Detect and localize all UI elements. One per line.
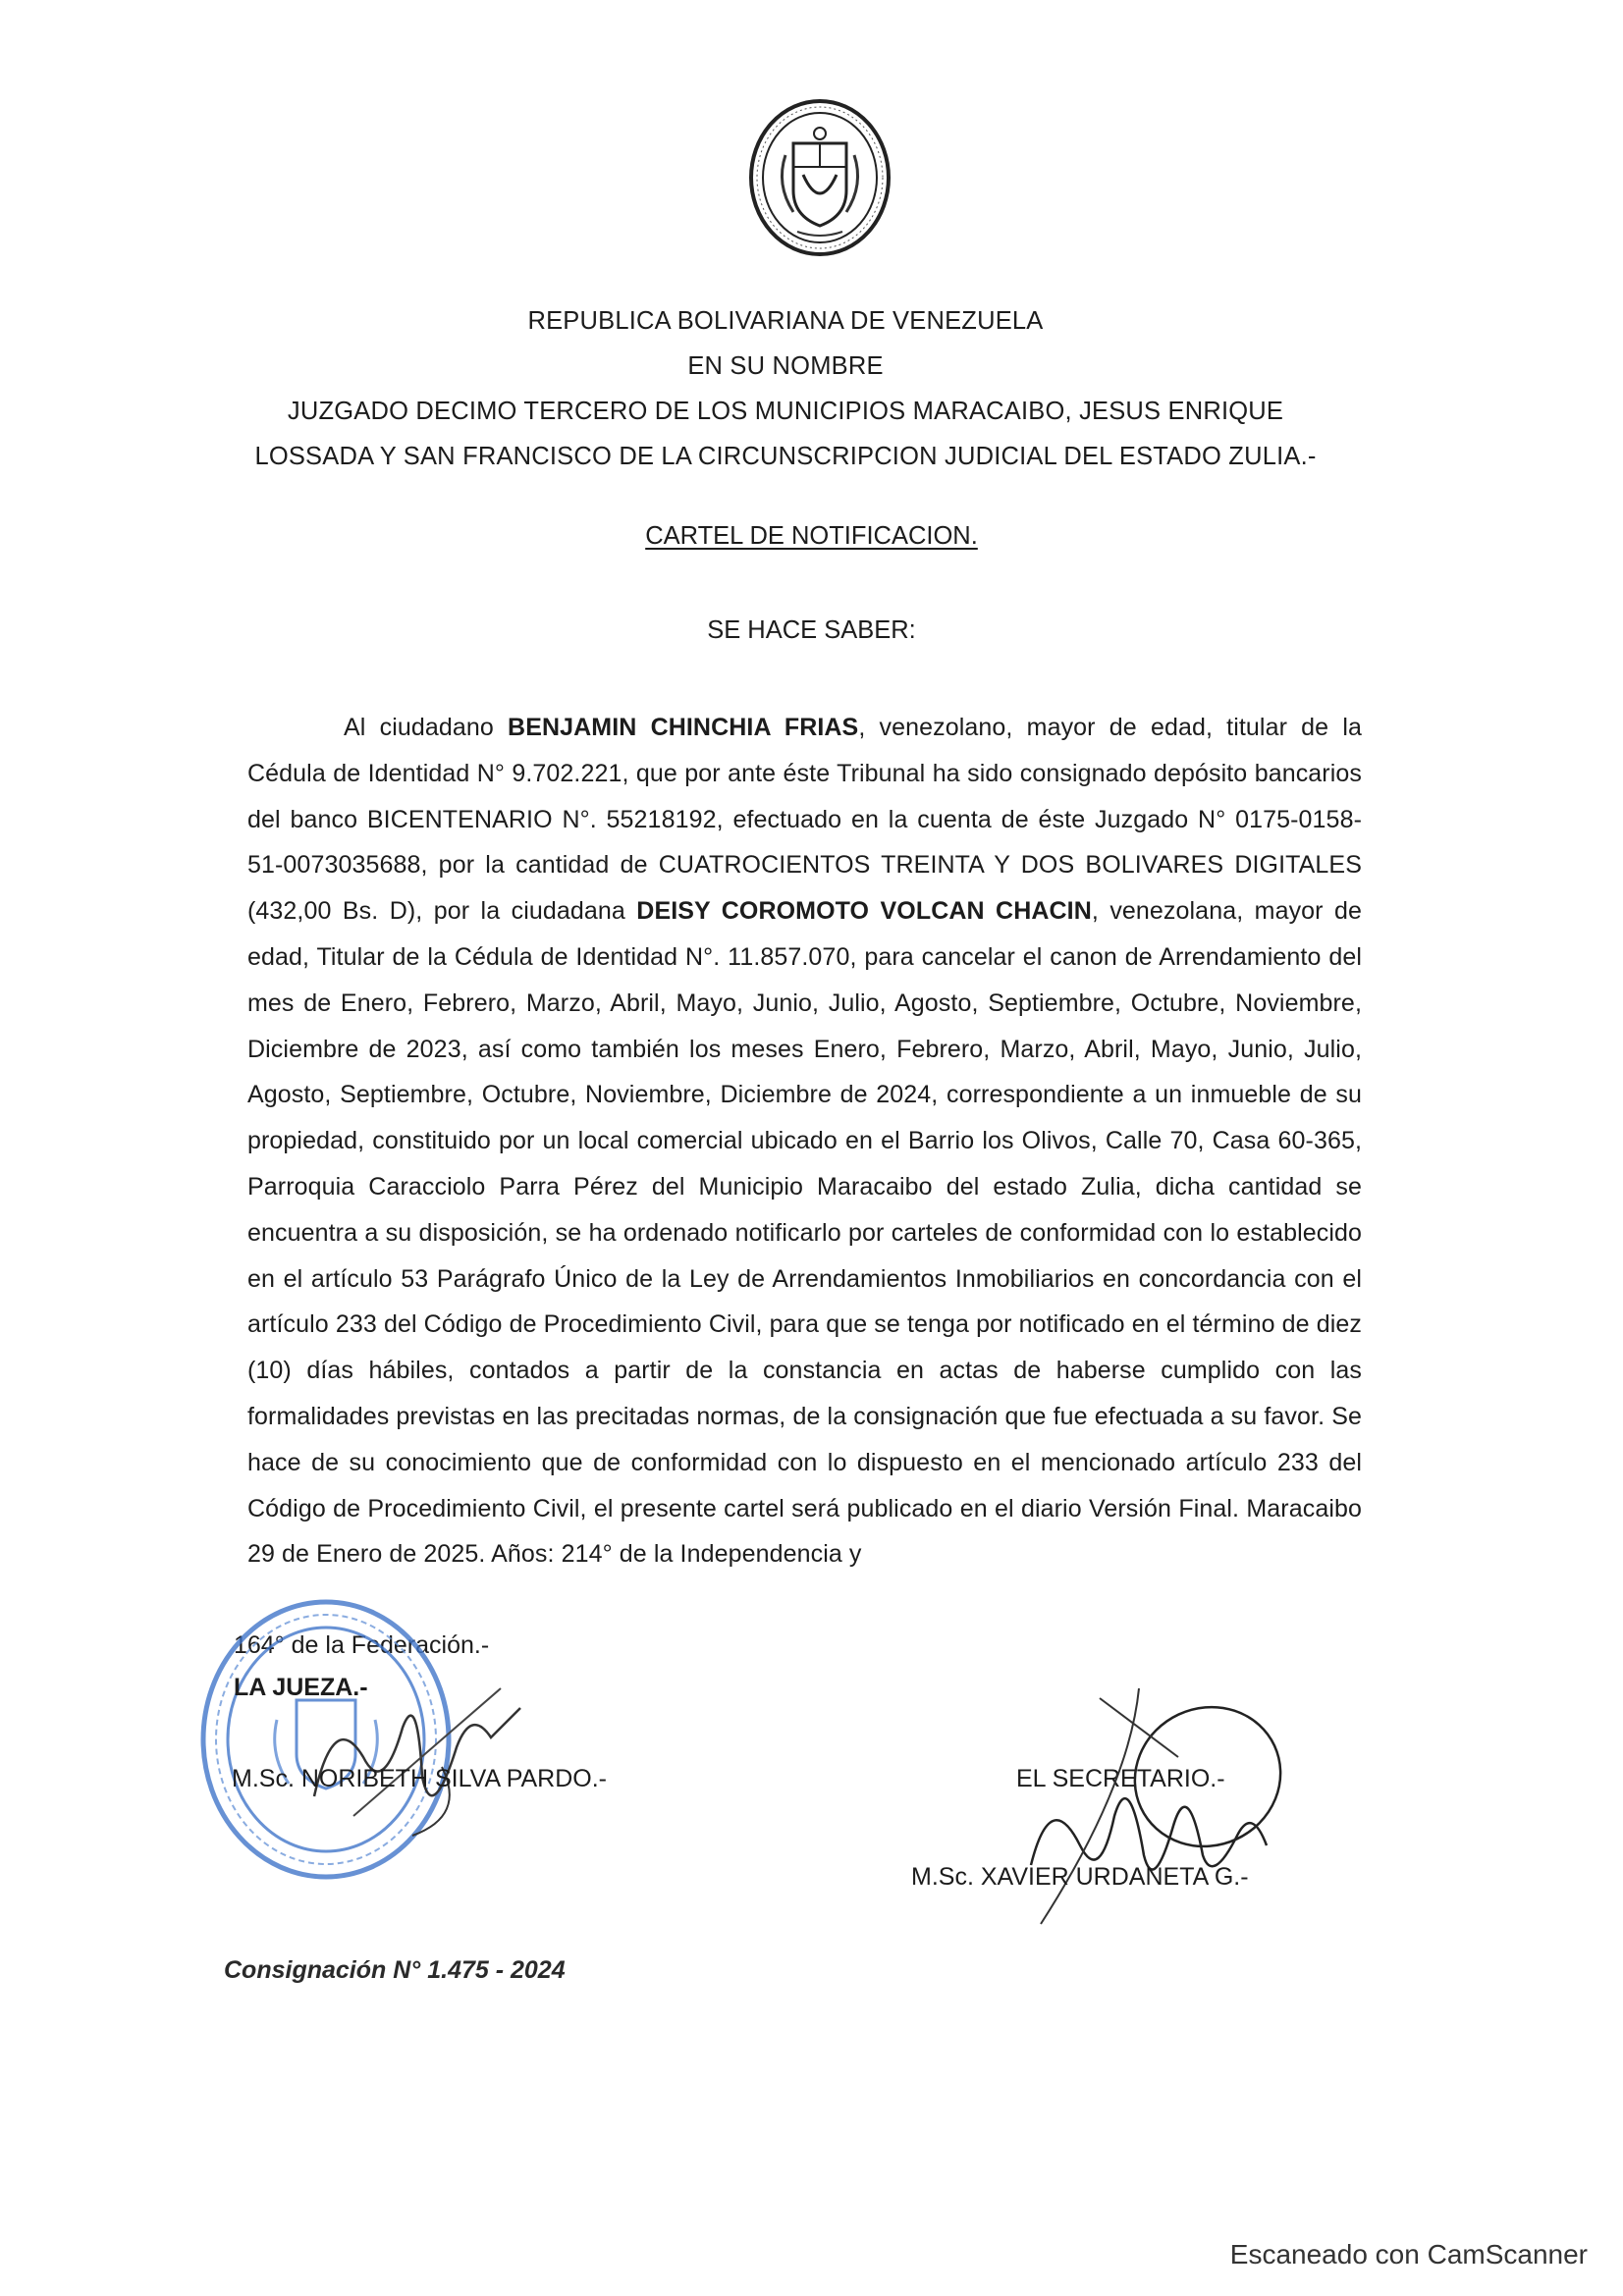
secretary-title: EL SECRETARIO.- — [1016, 1765, 1225, 1792]
document-title: CARTEL DE NOTIFICACION. — [645, 522, 978, 550]
depositor-name: DEISY COROMOTO VOLCAN CHACIN — [636, 897, 1092, 926]
judge-title: LA JUEZA.- — [234, 1674, 368, 1701]
body-intro: Al ciudadano — [344, 714, 509, 741]
body-part-2: , venezolano, mayor de edad, titular de la Cédula de Identidad N° 9.702.221, que por ante éste Tribunal ha sido consignado depósito bancarios del banco BICENTENARIO N°. 55218192, efectuado en la cuenta de éste Juzgado N° 0175-0158-51-0073035688, por la cantidad de CUATROCIENTOS TREINTA Y DOS BOLIVARES DIGITALES (432,00 Bs. D), por la ciudadana — [247, 714, 1362, 926]
header-line-2: EN SU NOMBRE — [687, 352, 884, 380]
judge-signature — [295, 1669, 550, 1845]
body-part-3: , venezolana, mayor de edad, Titular de la Cédula de Identidad N°. 11.857.070, para cancelar el canon de Arrendamiento del mes de Enero, Febrero, Marzo, Abril, Mayo, Junio, Julio, Agosto, Septiembre, Octubre, Noviembre, Diciembre de 2023, así como también los meses Enero, Febrero, Marzo, Abril, Mayo, Junio, Julio, Agosto, Septiembre, Octubre, Noviembre, Diciembre de 2024, correspondiente a un inmueble de su propiedad, constituido por un local comercial ubicado en el Barrio los Olivos, Calle 70, Casa 60-365, Parroquia Caracciolo Parra Pérez del Municipio Maracaibo del estado Zulia, dicha cantidad se encuentra a su disposición, se ha ordenado notificarlo por carteles de conformidad con lo establecido en el artículo 53 Parágrafo Único de la Ley de Arrendamientos Inmobiliarios en concordancia con el artículo 233 del Código de Procedimiento Civil, para que se tenga por notificado en el término de diez (10) días hábiles, contados a partir de la constancia en actas de haberse cumplido con las formalidades previstas en las precitadas normas, de la consignación que fue efectuada a su favor. Se hace de su conocimiento que de conformidad con lo dispuesto en el mencionado artículo 233 del Código de Procedimiento Civil, el presente cartel será publicado en el diario Versión Final. Maracaibo 29 de Enero de 2025. Años: 214° de la Independencia y — [247, 897, 1363, 1569]
document-subtitle: SE HACE SABER: — [707, 616, 916, 644]
closing-line: 164° de la Federación.- — [234, 1631, 490, 1659]
header-line-1: REPUBLICA BOLIVARIANA DE VENEZUELA — [527, 307, 1044, 335]
judge-name: M.Sc. NORIBETH SILVA PARDO.- — [232, 1765, 608, 1792]
notification-body — [247, 705, 1362, 1577]
document-header — [196, 298, 1375, 479]
coat-of-arms-seal-icon — [746, 96, 893, 259]
consignacion-number: Consignación N° 1.475 - 2024 — [224, 1956, 566, 1984]
secretary-signature — [943, 1669, 1306, 1934]
header-line-3: JUZGADO DECIMO TERCERO DE LOS MUNICIPIOS MARACAIBO, JESUS ENRIQUE — [287, 398, 1284, 425]
header-line-4: LOSSADA Y SAN FRANCISCO DE LA CIRCUNSCRIPCION JUDICIAL DEL ESTADO ZULIA.- — [254, 443, 1317, 470]
addressee-name: BENJAMIN CHINCHIA FRIAS — [508, 714, 859, 741]
secretary-name: M.Sc. XAVIER URDANETA G.- — [911, 1863, 1249, 1891]
scanner-watermark: Escaneado con CamScanner — [1229, 2239, 1588, 2269]
